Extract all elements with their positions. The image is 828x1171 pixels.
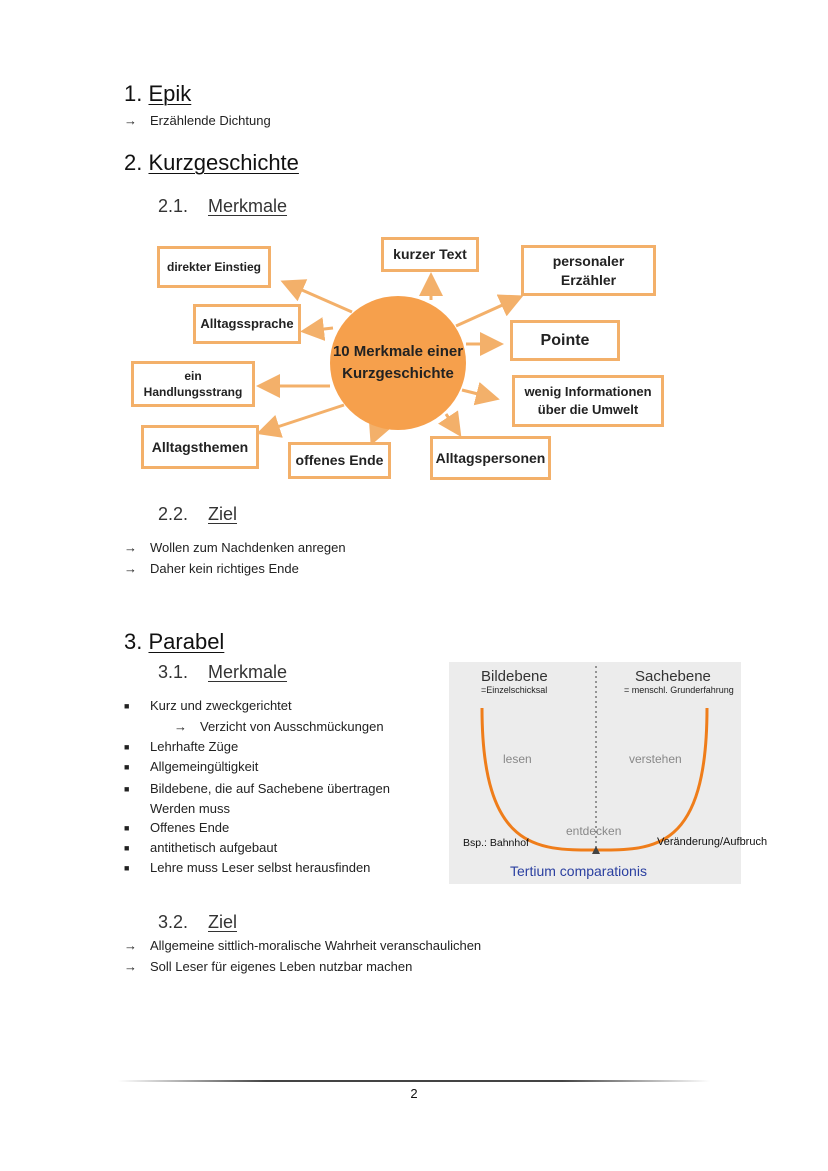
arrow-icon: →: [124, 938, 137, 953]
arrow-icon: →: [124, 113, 137, 128]
bullet-text: Bildebene, die auf Sachebene übertragen Werden muss: [150, 781, 390, 816]
verstehen-label: verstehen: [629, 752, 682, 766]
bullet-subitem: [174, 719, 384, 734]
subheading-title: Ziel: [208, 504, 238, 524]
figure-caption: Tertium comparationis: [510, 863, 647, 879]
box-kurzer-text: kurzer Text: [381, 237, 479, 272]
arrow-icon: →: [124, 540, 137, 555]
example-left: Bsp.: Bahnhof: [463, 837, 529, 849]
ziel-line: [124, 938, 481, 953]
heading-number: 3.: [124, 629, 143, 654]
bildebene-sub: =Einzelschicksal: [481, 685, 548, 695]
example-right: Veränderung/Aufbruch: [657, 836, 768, 848]
bullet-text: Kurz und zweckgerichtet: [150, 698, 292, 713]
heading-number: 2.: [124, 150, 143, 175]
arrow-icon: →: [124, 959, 137, 974]
arrow-to-alltagspersonen: [446, 414, 458, 432]
entdecken-label: entdecken: [566, 824, 622, 838]
bullet-icon: ■: [124, 843, 130, 853]
box-personaler-erzaehler: personaler Erzähler: [521, 245, 656, 296]
bullet-subtext: Verzicht von Ausschmückungen: [200, 719, 384, 734]
box-direkter-einstieg: direkter Einstieg: [157, 246, 271, 288]
bildebene-title: Bildebene: [481, 668, 548, 685]
heading-title: Parabel: [148, 629, 225, 654]
bullet-item: [124, 840, 277, 855]
bullet-text: Allgemeingültigkeit: [150, 759, 259, 774]
bullet-text: Lehre muss Leser selbst herausfinden: [150, 860, 371, 875]
box-alltagspersonen: Alltagspersonen: [430, 436, 551, 480]
ziel-text: Allgemeine sittlich-moralische Wahrheit veranschaulichen: [150, 938, 482, 953]
subheading-ziel-2: [158, 504, 237, 525]
ziel-line: [124, 959, 412, 974]
bullet-item: [124, 820, 229, 835]
arrow-to-alltagsthemen: [262, 405, 344, 432]
box-offenes-ende: offenes Ende: [288, 442, 391, 479]
subheading-number: 3.1.: [158, 662, 189, 682]
subheading-title: Ziel: [208, 912, 238, 932]
heading-title: Epik: [148, 81, 192, 106]
bullet-icon: ■: [124, 784, 130, 794]
bullet-icon: ■: [124, 762, 130, 772]
subheading-number: 2.2.: [158, 504, 189, 524]
bullet-icon: ■: [124, 823, 130, 833]
bullet-item: [124, 779, 414, 819]
mindmap-center: 10 Merkmale einer Kurzgeschichte: [330, 296, 466, 430]
arrow-to-personaler-erzaehler: [456, 298, 518, 326]
arrow-icon: →: [124, 561, 137, 576]
sachebene-title: Sachebene: [635, 668, 711, 685]
heading-parabel: [124, 629, 224, 655]
box-alltagsthemen: Alltagsthemen: [141, 425, 259, 469]
ziel-text: Wollen zum Nachdenken anregen: [150, 540, 346, 555]
bullet-item: [124, 759, 258, 774]
heading-title: Kurzgeschichte: [148, 150, 299, 175]
bullet-text: Lehrhafte Züge: [150, 739, 239, 754]
footer-divider: [118, 1080, 710, 1082]
bullet-item: [124, 698, 292, 713]
bullet-icon: ■: [124, 701, 130, 711]
box-handlungsstrang: ein Handlungsstrang: [131, 361, 255, 407]
arrow-to-offenes-ende: [373, 428, 378, 440]
ziel-line: [124, 540, 346, 555]
box-pointe: Pointe: [510, 320, 620, 361]
lesen-label: lesen: [503, 752, 532, 766]
ziel-line: [124, 561, 299, 576]
subheading-number: 3.2.: [158, 912, 189, 932]
subheading-title: Merkmale: [208, 662, 288, 682]
arrow-to-wenig-informationen: [462, 390, 494, 398]
sachebene-sub: = menschl. Grunderfahrung: [624, 685, 734, 695]
bullet-item: [124, 739, 238, 754]
subheading-ziel-3: [158, 912, 237, 933]
arrow-icon: →: [174, 719, 187, 734]
subheading-title: Merkmale: [208, 196, 288, 216]
parabel-figure: [449, 662, 741, 884]
subheading-number: 2.1.: [158, 196, 189, 216]
heading-number: 1.: [124, 81, 143, 106]
arrow-to-alltagssprache: [306, 328, 333, 331]
bullet-text: antithetisch aufgebaut: [150, 840, 278, 855]
bullet-icon: ■: [124, 863, 130, 873]
page-number: 2: [410, 1086, 418, 1101]
ziel-text: Daher kein richtiges Ende: [150, 561, 299, 576]
bullet-icon: ■: [124, 742, 130, 752]
ziel-text: Soll Leser für eigenes Leben nutzbar machen: [150, 959, 413, 974]
epik-text: Erzählende Dichtung: [150, 113, 271, 128]
box-alltagssprache: Alltagssprache: [193, 304, 301, 344]
subheading-merkmale-3: [158, 662, 287, 683]
box-wenig-informationen: wenig Informationen über die Umwelt: [512, 375, 664, 427]
bullet-text: Offenes Ende: [150, 820, 230, 835]
bullet-item: [124, 860, 370, 875]
